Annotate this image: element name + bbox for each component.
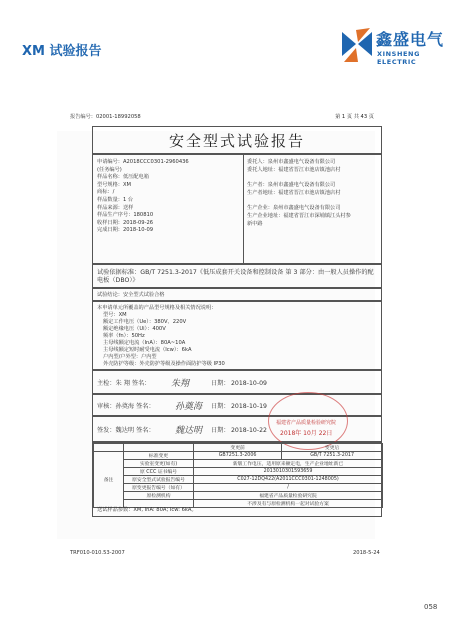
info-line: 申请编号：A2018CCC0301-2960436 <box>97 159 189 165</box>
stamp-text: 福建省产品质量检验研究院 <box>276 420 337 426</box>
table-row <box>94 484 383 492</box>
company-logo <box>340 26 460 66</box>
info-divider <box>243 155 244 263</box>
inspector-signature: 朱翔 <box>171 379 190 389</box>
issuer-role: 签发：魏达明 签名： <box>97 427 155 434</box>
info-line: 委托人：泉州市鑫盛电气设备有限公司 <box>247 159 336 165</box>
table-row <box>94 452 383 460</box>
report-title-box <box>92 126 382 154</box>
info-line: 完成日期：2018-10-09 <box>97 227 154 234</box>
table-row <box>94 492 383 500</box>
issuer-date-label: 日期： <box>211 427 230 434</box>
inspector-date: 2018-10-09 <box>231 380 267 387</box>
table-cell: 2013010301593659 <box>194 468 383 476</box>
info-gap <box>247 174 379 182</box>
table-row <box>94 460 383 468</box>
report-title: 安全型式试验报告 <box>168 131 305 150</box>
table-cell <box>94 444 124 452</box>
info-line: 生产企业地址：福建省晋江市深埔镇江头村参 <box>247 212 351 219</box>
page-title: XM 试验报告 <box>22 44 102 59</box>
test-basis: 试验依据标准：GB/T 7251.3-2017《低压成套开关设备和控制设备 第 3 部分：由一般人员操作的配电板（DBO）》 <box>97 269 374 284</box>
inspector-date-label: 日期： <box>211 380 230 387</box>
change-table <box>93 443 383 508</box>
table-cell: 实验室变更(如有) <box>124 460 194 468</box>
reviewer-role: 审核：孙奠海 签名： <box>97 403 155 410</box>
table-cell: 原安全型式试验报告编号 <box>124 476 194 484</box>
scope-line: 户内型/户外型：户内型 <box>103 354 157 360</box>
table-header-row <box>94 444 383 452</box>
table-cell: 不涉及有与原检测机构一起对试验方案 <box>194 500 383 508</box>
info-line: 生产者地址：福建省晋江市池店镇池店村 <box>247 189 341 196</box>
scope-line: 外壳防护等级：外壳防护等级及操作面防护等级 IP30 <box>103 361 225 367</box>
page-number: 058 <box>424 603 438 611</box>
info-line: 委托人地址：福建省晋江市池店镇池店村 <box>247 166 341 173</box>
brand-name: 鑫盛电气 <box>376 30 445 49</box>
table-cell: C027-12DQ422(A2011CCC0301-1248005) <box>194 476 383 484</box>
scope-line: 频率（fn）：50Hz <box>103 333 145 339</box>
table-cell: 变更前 <box>194 444 282 452</box>
table-cell: 原变更报告编号（如有） <box>124 484 194 492</box>
scope-line: 主母线额定电流（InA）：80A~10A <box>103 340 186 346</box>
conclusion-box <box>92 288 382 301</box>
scope-line: 额定工作电压（Ue）：380V、220V <box>103 319 187 325</box>
scope-line: 型号：XM <box>103 312 127 318</box>
manufacturer-info <box>247 159 379 228</box>
table-cell: 标准变更 <box>124 452 194 460</box>
stamp-date: 2018年 10月 22日 <box>280 430 333 437</box>
table-cell: GB7251.3-2006 <box>194 452 282 460</box>
info-line: 新中路 <box>247 220 263 227</box>
reviewer-date: 2018-10-19 <box>231 403 267 410</box>
info-line: 样品名称：低压配电箱 <box>97 174 149 181</box>
change-table-box <box>92 442 382 517</box>
scope-box <box>92 301 382 370</box>
form-code: TRF010-010.53-2007 <box>70 550 125 556</box>
table-cell: 原 CCC 证书编号 <box>124 468 194 476</box>
inspector-role: 主检：朱 翔 签名： <box>97 380 151 387</box>
table-cell: GB/T 7251.3-2017 <box>282 452 383 460</box>
page-info: 第 1 页 共 43 页 <box>335 114 374 120</box>
issuer-signature: 魏达明 <box>175 426 203 436</box>
info-line: 商标：/ <box>97 189 115 196</box>
info-line: 生产者：泉州市鑫盛电气设备有限公司 <box>247 182 336 189</box>
table-footer: 送试样品参数：XM, InA: 80A; Icw: 6kA。 <box>97 507 197 513</box>
table-row <box>94 468 383 476</box>
info-line: (任务编号) <box>97 166 122 173</box>
table-row <box>94 476 383 484</box>
report-number: 报告编号：02001-18992058 <box>70 114 141 120</box>
scope-line: 主母线额定短时耐受电流（Icw）：6kA <box>103 347 192 353</box>
reviewer-signature: 孙奠海 <box>175 402 203 412</box>
brand-name-en: XINSHENG ELECTRIC <box>377 50 421 66</box>
table-cell: 原检测机构 <box>124 492 194 500</box>
logo-mark-icon <box>340 26 374 64</box>
reviewer-date-label: 日期： <box>211 403 230 410</box>
issuer-date: 2018-10-22 <box>231 427 267 434</box>
info-line: 型号规格：XM <box>97 181 131 188</box>
table-cell: 变更后 <box>282 444 383 452</box>
applicant-info <box>97 159 239 235</box>
table-cell: / <box>194 484 383 492</box>
table-cell: 福建省产品质量检验研究院 <box>194 492 383 500</box>
form-date: 2018-5-24 <box>353 550 380 556</box>
table-cell: 新版工作电压，适用原来额定电，生产企业地址新已 <box>194 460 383 468</box>
table-cell <box>124 444 194 452</box>
info-line: 样品来源：送样 <box>97 204 134 211</box>
info-box <box>92 154 382 264</box>
test-basis-box <box>92 264 382 288</box>
info-line: 生产企业：泉州市鑫盛电气设备有限公司 <box>247 205 341 212</box>
scope-line: 额定绝缘电压（Ui）：400V <box>103 326 166 332</box>
scope-line: 本申请单元所覆盖的产品型号规格及相关情况说明： <box>97 305 217 311</box>
info-line: 样品生产序号：180810 <box>97 212 154 219</box>
info-line: 收样日期：2018-09-26 <box>97 219 154 226</box>
info-line: 样品数量：1 台 <box>97 196 134 203</box>
inspector-signature-box <box>92 370 382 394</box>
table-cell: 备注 <box>94 452 124 508</box>
test-conclusion: 试验结论：安全型式试验合格 <box>97 292 165 298</box>
